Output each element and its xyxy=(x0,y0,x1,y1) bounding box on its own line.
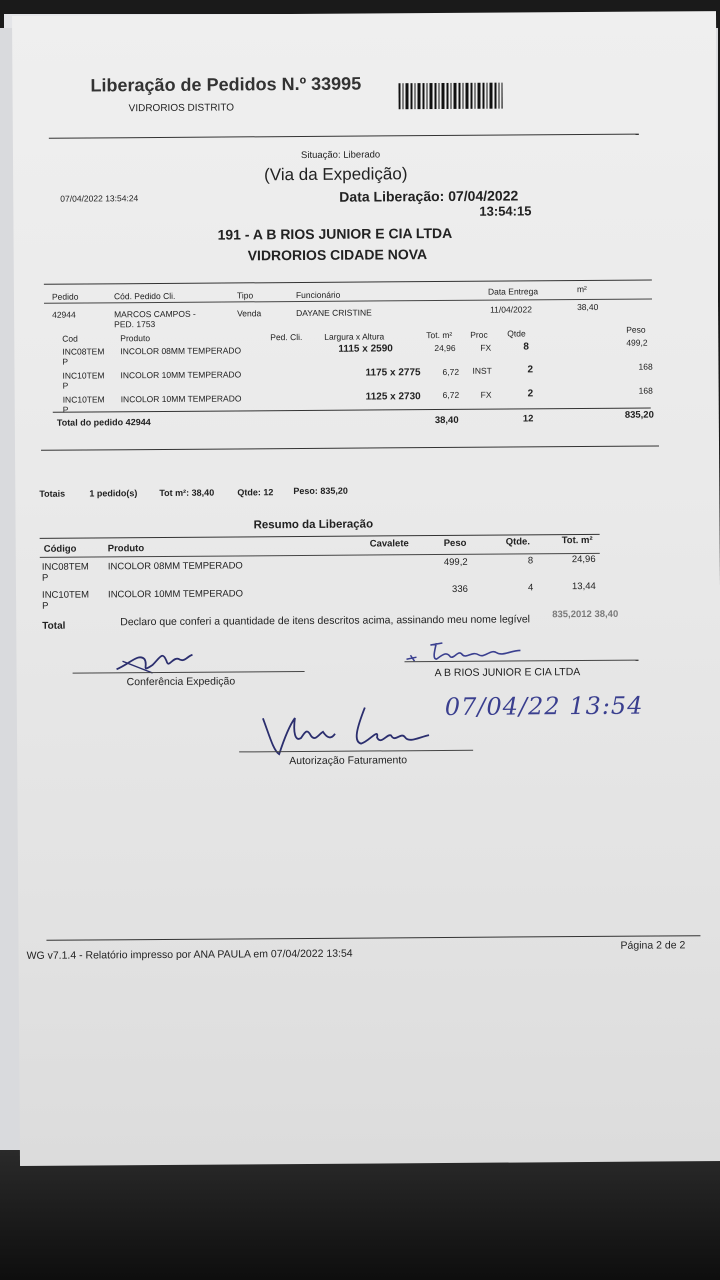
release-time: 13:54:15 xyxy=(479,203,532,219)
order-total-m2: 38,40 xyxy=(434,414,459,427)
item-tot: 6,72 xyxy=(442,389,460,401)
barcode xyxy=(398,83,502,110)
item-tot: 24,96 xyxy=(434,342,456,354)
document-title: Liberação de Pedidos N.º 33995 xyxy=(90,73,362,96)
item-dims: 1175 x 2775 xyxy=(365,367,421,379)
col-data-entrega: Data Entrega xyxy=(487,286,539,297)
summary-total-label: Total xyxy=(42,620,66,632)
signature-conferencia xyxy=(112,643,202,680)
item-col-peso: Peso xyxy=(626,324,646,335)
divider xyxy=(44,280,652,285)
summary-col-peso: Peso xyxy=(443,537,467,549)
summary-tot: 24,96 xyxy=(571,553,596,566)
copy-label: (Via da Expedição) xyxy=(264,164,408,185)
item-qtde: 8 xyxy=(523,341,529,353)
order-type: Venda xyxy=(237,308,262,319)
summary-col-produto: Produto xyxy=(107,543,145,555)
item-col-produto: Produto xyxy=(120,333,151,344)
summary-code-suffix: P xyxy=(41,572,49,584)
item-qtde: 2 xyxy=(527,388,534,400)
autorizacao-label: Autorização Faturamento xyxy=(289,754,408,768)
item-col-proc: Proc xyxy=(470,329,488,340)
footer-printed-by: WG v7.1.4 - Relatório impresso por ANA PAULA em 07/04/2022 13:54 xyxy=(26,947,353,962)
summary-col-cavalete: Cavalete xyxy=(369,538,409,550)
employee: DAYANE CRISTINE xyxy=(296,307,372,319)
order-total-peso: 835,20 xyxy=(624,409,654,421)
client-signature-label: A B RIOS JUNIOR E CIA LTDA xyxy=(434,666,581,680)
item-product: INCOLOR 08MM TEMPERADO xyxy=(120,345,242,357)
page-number: Página 2 de 2 xyxy=(620,939,686,952)
totals-m2: Tot m²: 38,40 xyxy=(159,487,215,498)
order-number: 42944 xyxy=(52,309,76,320)
summary-product: INCOLOR 08MM TEMPERADO xyxy=(107,560,243,573)
summary-product: INCOLOR 10MM TEMPERADO xyxy=(108,588,244,601)
summary-title: Resumo da Liberação xyxy=(253,518,374,532)
col-tipo: Tipo xyxy=(236,290,254,301)
item-col-qtde: Qtde xyxy=(507,328,526,339)
totals-label: Totais xyxy=(39,488,66,499)
status-text: Situação: Liberado xyxy=(300,149,381,161)
totals-orders: 1 pedido(s) xyxy=(89,488,138,499)
col-funcionario: Funcionário xyxy=(295,289,341,301)
item-product: INCOLOR 10MM TEMPERADO xyxy=(120,393,242,405)
item-code: INC10TEM xyxy=(62,394,105,405)
summary-col-codigo: Código xyxy=(43,543,77,555)
summary-qtde: 4 xyxy=(527,582,534,594)
footer-divider xyxy=(46,935,700,941)
document-page xyxy=(12,11,720,1166)
item-dims: 1125 x 2730 xyxy=(365,391,421,403)
release-date: Data Liberação: 07/04/2022 xyxy=(339,187,519,205)
summary-tot: 13,44 xyxy=(571,580,596,593)
conferencia-label: Conferência Expedição xyxy=(126,675,236,689)
item-col-pedcli: Ped. Cli. xyxy=(270,331,303,343)
signature-autorizacao xyxy=(253,697,453,758)
col-cod-cli: Cód. Pedido Cli. xyxy=(113,290,176,302)
item-code-suffix: P xyxy=(62,356,69,367)
summary-peso: 336 xyxy=(451,583,468,595)
item-peso: 168 xyxy=(638,361,653,372)
signature-client xyxy=(402,636,542,667)
client-order-2: PED. 1753 xyxy=(114,319,156,330)
summary-code: INC10TEM xyxy=(42,589,90,601)
item-code-suffix: P xyxy=(62,404,69,415)
item-code-suffix: P xyxy=(62,380,69,391)
item-peso: 168 xyxy=(638,385,653,396)
handwritten-date: 07/04/22 13:54 xyxy=(444,691,644,721)
company-name: VIDRORIOS DISTRITO xyxy=(128,102,235,115)
totals-peso: Peso: 835,20 xyxy=(293,485,348,497)
item-code: INC08TEM xyxy=(62,346,105,357)
table-surface xyxy=(0,1150,720,1280)
summary-col-qtde: Qtde. xyxy=(505,536,531,548)
divider xyxy=(49,134,639,139)
item-col-cod: Cod xyxy=(62,333,78,344)
summary-peso: 499,2 xyxy=(443,556,468,568)
summary-code: INC08TEM xyxy=(41,561,89,573)
summary-col-tot: Tot. m² xyxy=(561,534,593,547)
client-order-1: MARCOS CAMPOS - xyxy=(114,308,196,320)
totals-qtde: Qtde: 12 xyxy=(237,487,274,498)
item-dims: 1115 x 2590 xyxy=(338,343,393,355)
order-m2: 38,40 xyxy=(577,301,599,313)
item-col-tot: Tot. m² xyxy=(426,329,453,341)
divider xyxy=(41,445,659,450)
item-tot: 6,72 xyxy=(442,366,460,378)
summary-code-suffix: P xyxy=(42,600,49,612)
order-total-qtde: 12 xyxy=(522,413,534,425)
summary-qtde: 8 xyxy=(527,555,534,567)
item-proc: FX xyxy=(480,389,492,400)
client-name: 191 - A B RIOS JUNIOR E CIA LTDA xyxy=(217,224,453,243)
declaration-text: Declaro que conferi a quantidade de itens descritos acima, assinando meu nome legível xyxy=(120,613,531,629)
client-store: VIDRORIOS CIDADE NOVA xyxy=(247,246,428,264)
summary-total-values: 835,2012 38,40 xyxy=(552,608,619,621)
item-peso: 499,2 xyxy=(626,337,648,348)
order-total-label: Total do pedido 42944 xyxy=(56,417,151,428)
item-qtde: 2 xyxy=(527,364,534,376)
item-col-dims: Largura x Altura xyxy=(324,331,385,342)
printed-timestamp: 07/04/2022 13:54:24 xyxy=(60,193,139,204)
divider xyxy=(53,408,651,413)
item-proc: FX xyxy=(480,342,492,353)
item-code: INC10TEM xyxy=(62,370,105,381)
col-m2: m² xyxy=(576,283,587,295)
delivery-date: 11/04/2022 xyxy=(490,304,533,315)
col-pedido: Pedido xyxy=(51,291,79,302)
item-proc: INST xyxy=(472,365,492,376)
item-product: INCOLOR 10MM TEMPERADO xyxy=(120,369,242,381)
